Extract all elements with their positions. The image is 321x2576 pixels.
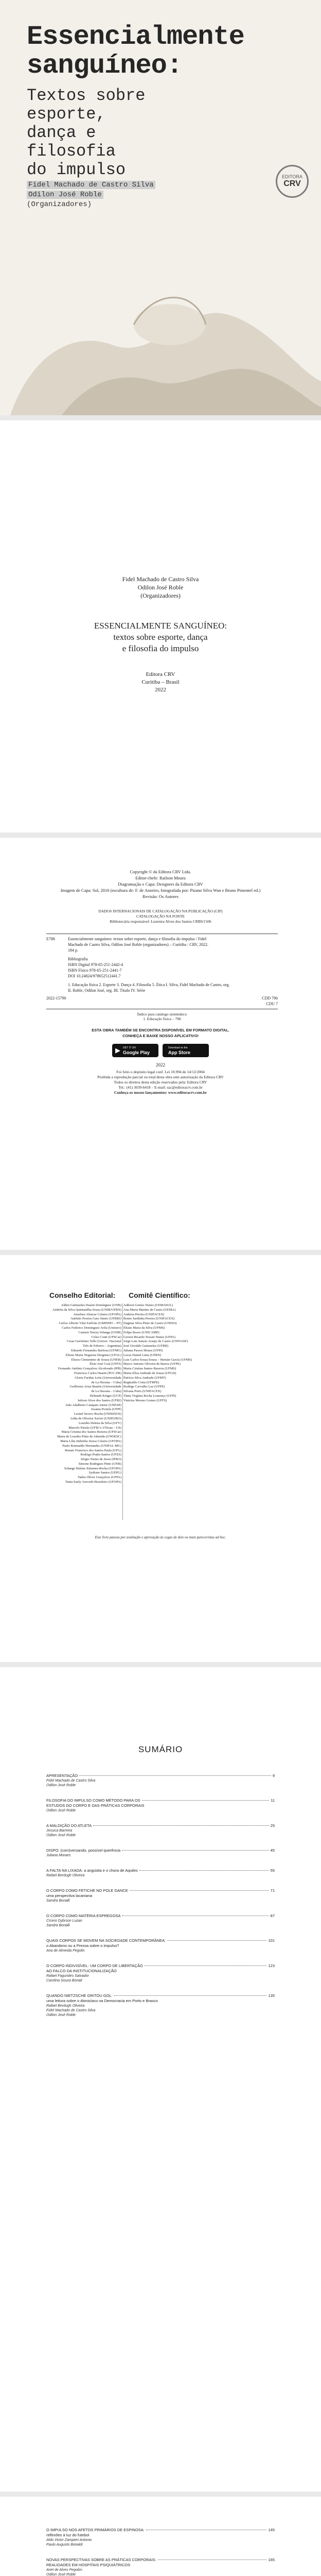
- toc-entry-author: Sandra Bonalli: [46, 1899, 70, 1903]
- toc-entry-subtitle: ESTUDOS DO CORPO E DAS PRÁTICAS CORPORAIS: [46, 1803, 145, 1808]
- editorial-council-list: [44, 1303, 121, 1485]
- page-separator: [0, 415, 321, 420]
- council-member: Vinicius Moraes Gomes (UFFS): [123, 1398, 167, 1402]
- toc-entry-author: Fidel Machado de Castro Silva: [46, 2009, 96, 2012]
- title-page: [0, 420, 321, 833]
- book-cover: [0, 0, 321, 415]
- council-member: Andreia Pereira (UNIFACEX): [123, 1312, 165, 1316]
- toc-entry-author: Odilon José Roble: [46, 2013, 76, 2017]
- council-member: João Adalberto Campato Junior (UNESP): [65, 1403, 121, 1407]
- council-member: Marcelo Paixão (UFRJ e UTexas – US): [68, 1426, 121, 1430]
- publisher-logo-top: EDITORA: [282, 174, 302, 179]
- cover-author: Odilon José Roble: [27, 191, 103, 199]
- credit-line: Imagem de Capa: Sol, 2016 (escultura de: F. de Anzeiro, fotografada por: Pizano Silva Wan e Bruno Pimentel ed.): [60, 888, 261, 893]
- toc-dot-leader: [167, 1940, 266, 1941]
- toc-entry-author: Rafael Berdugh Oliveira: [46, 1874, 85, 1877]
- toc-entry-author: Ana de Almeida Pegolin: [46, 1949, 85, 1953]
- app-store-badge[interactable]: [163, 1044, 209, 1057]
- council-member: Paulo Romualdo Hernandes (UNIFAL-MG): [62, 1444, 121, 1448]
- cover-subtitle-line: esporte,: [27, 105, 106, 124]
- council-member: José Osvaldo Guimarães (UFRR): [123, 1344, 169, 1348]
- toc-entry-title: O CORPO COMO FETICHE NO POLE DANCE: [46, 1888, 128, 1893]
- council-member: Gloria Fariñas León (Universidade: [75, 1376, 121, 1380]
- app-promo-line: CONHEÇA E BAIXE NOSSO APLICATIVO!: [122, 1033, 199, 1038]
- cover-subtitle-line: filosofia: [27, 142, 116, 161]
- cover-subtitle: [27, 87, 145, 179]
- toc-entry[interactable]: [46, 2528, 275, 2547]
- council-member: Gerson Ricardo Tessari Nunes (UFPA): [123, 1335, 176, 1339]
- council-member: Eduardo Fernandes Barbosa (UFMG): [70, 1348, 121, 1352]
- council-member: Josania Portela (UFPI): [91, 1408, 121, 1412]
- toc-page-number: 135: [268, 1993, 275, 1998]
- title-page-title-line: e filosofia do impulso: [122, 643, 199, 653]
- council-member: Maria Lília Imbiriba Sousa Colares (UFOPA): [60, 1439, 121, 1443]
- cover-subtitle-line: do impulso: [27, 160, 126, 179]
- cover-authors: [27, 180, 155, 210]
- toc-dot-leader: [139, 1870, 269, 1871]
- page-separator: [0, 1250, 321, 1255]
- cip-code-number: 2022-15790: [46, 996, 66, 1001]
- cip-cdd: CDD 796: [262, 996, 278, 1001]
- page-separator: [0, 2492, 321, 2497]
- play-store-icon: ▶: [115, 1046, 120, 1054]
- publisher-logo: [276, 165, 309, 198]
- toc-entry-author: Odilon José Roble: [46, 1834, 76, 1837]
- legal-line: Foi feito o depósito legal conf. Lei 10.994 de 14/12/2004: [116, 1070, 205, 1074]
- cover-subtitle-line: dança e: [27, 123, 96, 142]
- cip-header-line: CATALOGAÇÃO NA FONTE: [136, 914, 185, 919]
- cover-sculpture-image: [0, 227, 321, 415]
- legal-line: Conheça os nossos lançamentos: www.editoracrv.com.br: [114, 1090, 207, 1095]
- scientific-committee-heading: Comitê Científico:: [129, 1291, 190, 1299]
- title-page-organizers: (Organizadores): [140, 592, 181, 599]
- toc-page-number: 9: [272, 1773, 275, 1778]
- toc-page-number: 45: [270, 1848, 275, 1853]
- council-member: Fernando Antônio Gonçalves Alcoforado (IPB): [58, 1367, 121, 1371]
- apple-badge-small: Download on the: [168, 1046, 188, 1049]
- toc-entry[interactable]: [46, 1798, 275, 1813]
- council-member: Anselmo Alencar Colares (UFOPA): [73, 1312, 121, 1316]
- cover-title-line: Essencialmente: [27, 22, 244, 52]
- cip-line: DOI 10.24824/978652512441.7: [68, 974, 121, 978]
- council-member: Lídia de Oliveira Xavier (UNIEURO): [70, 1416, 121, 1420]
- legal-line: Proibida a reprodução parcial ou total desta obra sem autorização da Editora CRV: [97, 1075, 224, 1079]
- toc-entry-author: Carolina Souza Bonati: [46, 1979, 82, 1982]
- council-member: Jorge Luis Sanzio Araujo de Castro (UNIVASF): [123, 1340, 188, 1344]
- toc-entry-title: QUAIS CORPOS SE MOVEM NA SOCIEDADE CONTEMPORÂNEA:: [46, 1938, 166, 1943]
- toc-dot-leader: [79, 1775, 271, 1776]
- council-member: Solange Helena Ximenes-Rocha (UFOPA): [64, 1466, 121, 1470]
- table-of-contents-page-continued: [0, 2497, 321, 2576]
- toc-entry-subtitle: REALIDADES EM HOSPITAIS PSIQUIÁTRICOS: [46, 2563, 131, 2567]
- council-member: Sérgio Nunes de Jesus (IFRO): [81, 1458, 121, 1462]
- app-promo: [0, 1027, 321, 1039]
- toc-entry-author: Rafael Berdugh Oliveira: [46, 2004, 85, 2008]
- council-member: Carmen Tereza Velanga (UNIR): [78, 1330, 121, 1334]
- council-member: Maria de Lourdes Pinto de Almeida (UNOESC): [57, 1435, 121, 1439]
- toc-title: SUMÁRIO: [138, 1744, 183, 1754]
- copyright-page: [0, 838, 321, 1250]
- council-member: Tadeu Oliver Gonçalves (UFPA): [77, 1476, 121, 1480]
- cip-line: ISBN Digital 978-65-251-2442-4: [68, 962, 123, 967]
- toc-entry[interactable]: [46, 1868, 275, 1878]
- cover-author: Fidel Machado de Castro Silva: [27, 181, 155, 189]
- toc-page-number: 71: [270, 1888, 275, 1893]
- title-page-publisher: [0, 671, 321, 694]
- council-member: Renato Francisco dos Santos Paula (UFG): [65, 1448, 121, 1452]
- title-page-author: Fidel Machado de Castro Silva: [122, 575, 199, 583]
- council-member: Elione Maria Nogueira Diogenes (UFAL): [65, 1353, 121, 1357]
- toc-dot-leader: [142, 1800, 270, 1801]
- toc-entry-subtitle: o Abandono ou a Pressa sobre o impulso?: [46, 1943, 119, 1948]
- council-member: Juliana Passos Moura (UFPI): [123, 1348, 163, 1352]
- toc-entry-author: Jessica Barreira: [46, 1829, 73, 1833]
- copyright-year: 2022: [156, 1062, 165, 1067]
- cover-subtitle-line: Textos sobre: [27, 86, 146, 105]
- cip-header-line: Bibliotecária responsável: Luzenira Alves dos Santos CRB9/1506: [110, 919, 211, 924]
- council-member: Francisco Carlos Duarte (PUC-PR): [74, 1371, 121, 1375]
- app-promo-line: ESTA OBRA TAMBÉM SE ENCONTRA DISPONÍVEL EM FORMATO DIGITAL.: [92, 1028, 229, 1032]
- toc-list: [46, 1773, 275, 2028]
- council-member: Patrícia Silva Andrade (UFMT): [123, 1376, 166, 1380]
- toc-list: [46, 2528, 275, 2576]
- toc-entry[interactable]: [46, 1938, 275, 1953]
- publisher-name: Editora CRV: [146, 671, 175, 677]
- credit-line: Revisão: Os Autores: [142, 894, 179, 899]
- council-member: Antônio Pereira Gaio Júnior (UFRRJ): [70, 1317, 121, 1321]
- council-member: Andréia da Silva Quintanilha Sousa (UNIR/UFRN): [52, 1308, 121, 1312]
- toc-entry[interactable]: [46, 1888, 275, 1903]
- cip-line: 1. Educação física 2. Esporte 3. Dança 4. Filosofia 5. Ética I. Silva, Fidel Machado de Castro, org.: [68, 982, 230, 987]
- council-member: Reginaldo Costa (UFRPE): [123, 1380, 159, 1384]
- toc-entry-author: Aldo Victor Zampieri Antonio: [46, 2538, 92, 2542]
- toc-dot-leader: [114, 1995, 267, 1996]
- cip-cdu: CDU 7: [266, 1002, 278, 1006]
- council-member: Três de Febrero – Argentina): [82, 1344, 121, 1348]
- cip-line: ISBN Físico 978-65-251-2441-7: [68, 968, 122, 973]
- toc-entry-title: O IMPULSO NOS AFETOS PRIMÁRIOS DE ESPINOSA:: [46, 2528, 145, 2532]
- toc-dot-leader: [130, 1890, 269, 1891]
- editorial-council-page: [0, 1255, 321, 1662]
- toc-page-number: 87: [270, 1913, 275, 1918]
- toc-page-number: 55: [270, 1868, 275, 1873]
- toc-page-number: 123: [268, 1963, 275, 1968]
- toc-entry-author: Odilon José Roble: [46, 2573, 76, 2576]
- council-member: Tania Suely Azevedo Brasileiro (UFOPA): [65, 1480, 121, 1484]
- council-member: Ana Maria Martins de Castro (UEMA): [123, 1308, 176, 1312]
- toc-entry[interactable]: [46, 1963, 275, 1983]
- legal-line: Tel.: (41) 3039-6418 – E-mail: sac@editoracrv.com.br: [118, 1085, 203, 1090]
- column-divider: [122, 1303, 123, 1520]
- scientific-committee-list: [123, 1303, 257, 1403]
- cip-header-line: DADOS INTERNACIONAIS DE CATALOGAÇÃO NA PUBLICAÇÃO (CIP): [98, 909, 223, 913]
- toc-entry-author: Paulo Augusto Bonaldi: [46, 2543, 83, 2547]
- toc-entry-author: Rafael Fagundes Salvador: [46, 1974, 89, 1978]
- toc-entry-title: O CORPO COMO MATÉRIA ESPREGOSA: [46, 1913, 121, 1918]
- cip-code: E788: [46, 937, 55, 941]
- store-badges: [0, 1044, 321, 1057]
- council-member: Eliane Maria da Silva (UFMS): [123, 1326, 165, 1330]
- council-member: Élsio José Corá (UFFS): [90, 1362, 121, 1366]
- toc-dot-leader: [93, 1825, 269, 1826]
- index-tag: Índice para catálogo sistemático: [137, 1012, 187, 1016]
- council-member: Dagmar Silva Pinto de Castro (UNISO): [123, 1321, 177, 1326]
- council-member: Maria Elisa Andrade de Sousa (UFGD): [123, 1371, 176, 1375]
- cip-line: Machado de Castro Silva, Odilon José Roble (organizadores) – Curitiba : CRV, 2022.: [68, 942, 209, 947]
- council-member: Simone Rodrigues Pinto (UNB): [78, 1462, 121, 1466]
- toc-entry-author: Cícero Dybrson Luzan: [46, 1919, 82, 1923]
- google-badge-small: GET IT ON: [123, 1046, 136, 1049]
- cover-title: [27, 23, 244, 80]
- toc-entry-author: Odilon José Roble: [46, 1809, 76, 1812]
- cip-line: 184 p.: [68, 948, 78, 953]
- toc-entry-title: A MALDIÇÃO DO ATLETA: [46, 1823, 92, 1828]
- toc-entry-title: DISPO: (com)versando, possível querência: [46, 1848, 121, 1853]
- council-member: Helmuth Krüger (UCP): [90, 1394, 121, 1398]
- toc-entry-author: Fidel Machado de Castro Silva: [46, 1779, 96, 1783]
- council-member: Lourdes Helena da Silva (UFV): [78, 1421, 121, 1425]
- apple-badge-big: App Store: [168, 1050, 191, 1055]
- toc-entry-author: Sandra Bonalli: [46, 1924, 70, 1927]
- toc-entry-title: FILOSOFIA DO IMPULSO COMO MÉTODO PARA OS: [46, 1798, 140, 1803]
- cip-record: [46, 931, 278, 1011]
- toc-entry[interactable]: [46, 2557, 275, 2576]
- toc-entry-subtitle: uma perspectiva lacaniana: [46, 1893, 93, 1898]
- title-page-authors: [0, 575, 321, 600]
- toc-entry[interactable]: [46, 1773, 275, 1788]
- council-member: Maria Cristina dos Santos Bezerra (UFSCar): [61, 1430, 121, 1434]
- council-member: Maria Cristina Santos Bezerra (UFMS): [123, 1367, 176, 1371]
- council-member: de La Havana – Cuba): [91, 1380, 121, 1384]
- toc-page-number: 145: [268, 2528, 275, 2532]
- editorial-council-heading: Conselho Editorial:: [49, 1291, 116, 1299]
- toc-entry-subtitle: AO FALCO DA INSTITUCIONALIZAÇÃO: [46, 1969, 117, 1973]
- council-member: Felipe Bosso (UNICAMP): [123, 1330, 159, 1334]
- council-member: Jailson Alves dos Santos (UFRJ): [77, 1398, 121, 1402]
- toc-entry-title: A FALTA NA LIXADA: a angústia e o chora de Aquiles: [46, 1868, 138, 1873]
- council-member: de La Havana – Cuba): [91, 1389, 121, 1394]
- toc-entry[interactable]: [46, 1993, 275, 2018]
- toc-entry-title: QUANDO NIETZSCHE GRITOU GOL:: [46, 1993, 113, 1998]
- council-member: Rodrigo Pratte-Santos (UFES): [80, 1453, 121, 1457]
- title-page-title: [0, 620, 321, 654]
- credit-line: Copyright © da Editora CRV Ltda.: [130, 869, 191, 874]
- legal-line: Todos os direitos desta edição reservados pela: Editora CRV: [114, 1080, 207, 1084]
- council-member: Luis Carlos Sousa Souza – Hernán García (UFMS): [123, 1358, 192, 1362]
- council-member: Leonel Severo Rocha (UNISINOS): [74, 1412, 121, 1416]
- cip-line: Bibliografia: [68, 957, 88, 961]
- toc-entry-title: APRESENTAÇÃO: [46, 1773, 78, 1778]
- credits-block: [0, 869, 321, 900]
- toc-entry[interactable]: [46, 1913, 275, 1928]
- google-badge-big: Google Play: [123, 1050, 150, 1055]
- publisher-year: 2022: [155, 687, 166, 693]
- toc-entry-title: O CORPO INDIVISÍVEL: UM CORPO DE LIBERTAÇÃO: [46, 1963, 143, 1968]
- council-member: Carlos Alberto Vilar Estêvão (UMINHO – PT): [59, 1321, 121, 1326]
- publisher-city: Curitiba – Brasil: [141, 679, 180, 685]
- council-member: Cesar Gerónimo Tello (Univer .Nacional: [66, 1340, 121, 1344]
- credit-line: Editor-chefe: Railson Moura: [135, 875, 186, 880]
- toc-entry-subtitle: uma leitura sobre o dionisíaco na Democracia em Porto e Brasco: [46, 1998, 158, 2003]
- toc-entry-author: Ariel de Alves Pegolim: [46, 2568, 82, 2572]
- toc-entry-author: Juliana Moraes: [46, 1854, 71, 1857]
- toc-page-number: 101: [268, 1938, 275, 1943]
- toc-entry-subtitle: reflexões à luz do futebol: [46, 2533, 90, 2537]
- toc-page-number: 11: [271, 1798, 275, 1803]
- credit-line: Diagramação e Capa: Designers da Editora CRV: [118, 882, 203, 887]
- council-member: Rodrigo Carvalho Luz (UFPE): [123, 1385, 165, 1389]
- council-member: Tânia Virgínia Rocha Lourenço (UFPI): [123, 1394, 176, 1398]
- council-member: Bruno Sardinha Pereira (UNIFACEX): [123, 1317, 175, 1321]
- cip-line: II. Roble, Odilon José, org. III. Título IV. Série: [68, 988, 146, 993]
- cip-header: [0, 909, 321, 924]
- title-page-author: Odilon José Roble: [137, 584, 184, 591]
- title-page-title-line: ESSENCIALMENTE SANGUÍNEO:: [94, 621, 227, 631]
- toc-page-number: 25: [270, 1823, 275, 1828]
- toc-entry[interactable]: [46, 1848, 275, 1858]
- toc-page-number: 165: [268, 2557, 275, 2562]
- toc-dot-leader: [145, 1965, 267, 1966]
- toc-entry[interactable]: [46, 1823, 275, 1838]
- page-separator: [0, 1662, 321, 1667]
- google-play-badge[interactable]: [112, 1044, 158, 1057]
- council-member: Celso Conti (UFSCar): [91, 1335, 121, 1339]
- table-of-contents-page: [0, 1667, 321, 2492]
- toc-entry-title: NOVAS PERSPECTIVAS SOBRE AS PRÁTICAS CORPORAIS:: [46, 2557, 156, 2562]
- council-member: Adilson Gomes Nunes (UEMASUL): [123, 1303, 173, 1307]
- cip-line: Essencialmente sanguíneo: textos sobre esporte, dança e filosofia do impulso / Fidel: [68, 937, 207, 941]
- council-member: Aldira Guimarães Duarte Domínguez (UNB): [61, 1303, 121, 1307]
- toc-entry-author: Odilon José Roble: [46, 1784, 76, 1787]
- toc-dot-leader: [122, 1850, 269, 1851]
- cover-organizers-label: (Organizadores): [27, 200, 92, 209]
- index-tags: [46, 1012, 278, 1021]
- council-member: Silvana Porto (UNIFACEX): [123, 1389, 162, 1394]
- council-member: Lucas Daniel Lima (UFRN): [123, 1353, 162, 1357]
- publisher-logo-main: CRV: [283, 179, 301, 188]
- council-member: Carlos Federico Dominguez Avila (Unieuro): [62, 1326, 121, 1330]
- index-tag: 1. Educação física – 796: [143, 1016, 181, 1021]
- council-member: Guillermo Arias Beatón (Universidade: [69, 1385, 121, 1389]
- page-separator: [0, 833, 321, 838]
- legal-notice: [0, 1070, 321, 1095]
- peer-review-note: Este livro passou por avaliação e aprovação às cegas de dois ou mais pareceristas ad hoc.: [95, 1535, 226, 1539]
- council-member: Sydione Santos (UEPG): [88, 1471, 121, 1475]
- cover-title-line: sanguíneo:: [27, 50, 183, 81]
- title-page-title-line: textos sobre esporte, dança: [113, 632, 208, 642]
- council-member: Marco Antonio Oliveira de Barros (UFPE): [123, 1362, 181, 1366]
- council-member: Elizeu Clementino de Souza (UNEB): [71, 1358, 121, 1362]
